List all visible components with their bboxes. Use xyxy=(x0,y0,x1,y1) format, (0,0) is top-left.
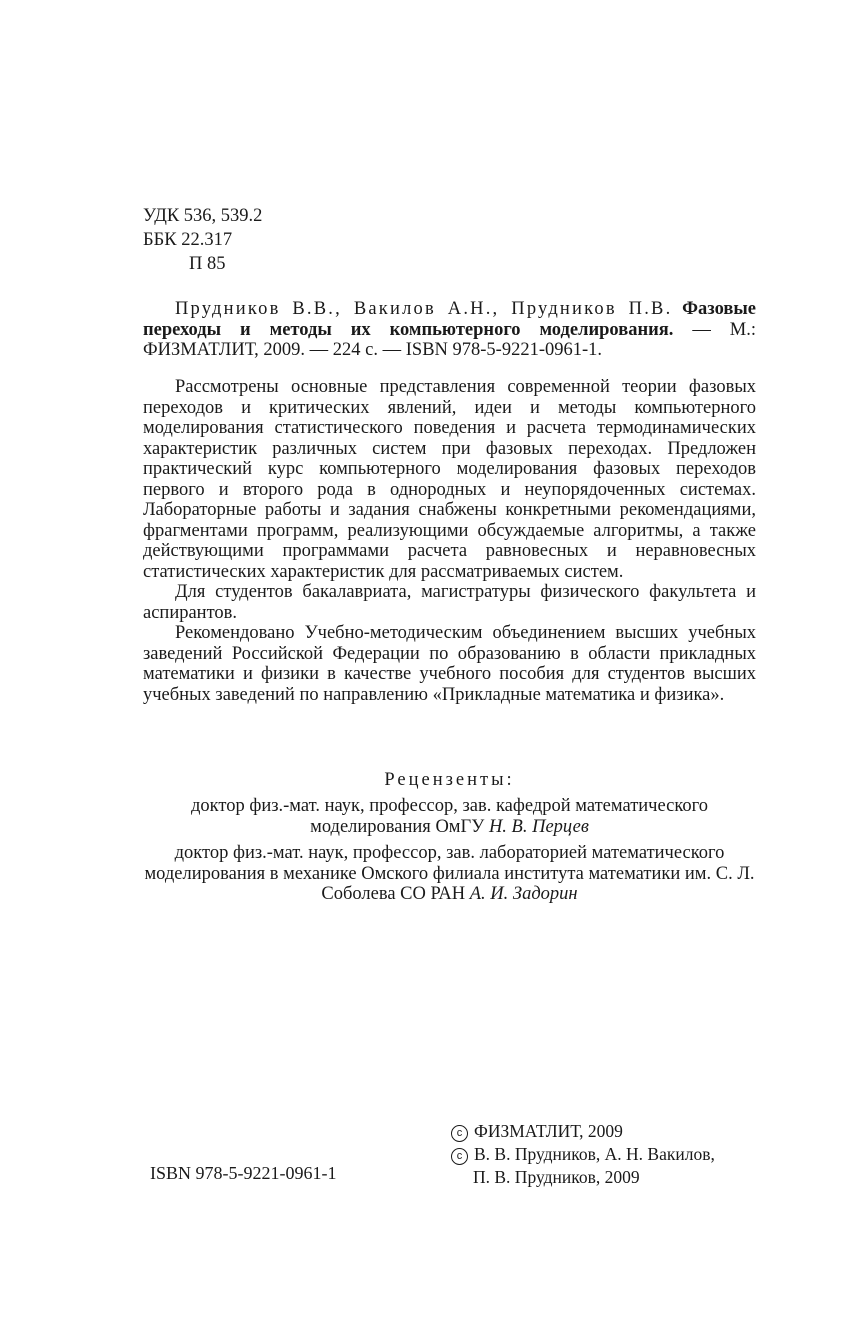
reviewer-2-name: А. И. Задорин xyxy=(469,884,578,904)
copyright-block xyxy=(451,1120,715,1189)
abstract-paragraph-3: Рекомендовано Учебно-методическим объединением высших учебных заведений Российской Федерации по образованию в области прикладных математики и физики в качестве учебного пособия для студентов высших учебных заведений по направлению «Прикладные математика и физика». xyxy=(143,623,756,705)
copyright-authors-line2: П. В. Прудников, 2009 xyxy=(473,1167,640,1187)
bibliographic-description xyxy=(143,299,756,361)
udk-code: УДК 536, 539.2 xyxy=(143,206,263,226)
copyright-authors xyxy=(451,1143,715,1166)
reviewers-heading: Рецензенты: xyxy=(384,770,515,790)
bbk-code: ББК 22.317 xyxy=(143,230,233,250)
copyright-publisher xyxy=(451,1120,715,1143)
copyright-icon: c xyxy=(451,1125,468,1142)
bib-title: Фазовые переходы и методы их компьютерного моделирования. xyxy=(143,299,757,340)
copyright-authors-line1: В. В. Прудников, А. Н. Вакилов, xyxy=(474,1144,715,1164)
classification-codes xyxy=(143,204,262,276)
author-sign: П 85 xyxy=(189,254,226,274)
reviewer-2 xyxy=(143,843,756,905)
annotation xyxy=(143,377,756,705)
reviewer-1-name: Н. В. Перцев xyxy=(488,816,589,837)
reviewer-2-credentials: доктор физ.-мат. наук, профессор, зав. лабораторией математического моделирования в механике Омского филиала института математики им. С. Л. Соболева СО РАН xyxy=(144,843,755,904)
abstract-paragraph-2: Для студентов бакалавриата, магистратуры физического факультета и аспирантов. xyxy=(143,582,756,623)
reviewer-1-credentials: доктор физ.-мат. наук, профессор, зав. кафедрой математического моделирования ОмГУ xyxy=(190,796,709,837)
bib-authors: Прудников В.В., Вакилов А.Н., Прудников П.В. xyxy=(175,299,673,319)
abstract-paragraph-1: Рассмотрены основные представления современной теории фазовых переходов и критических явлений, идеи и методы компьютерного моделирования статистического поведения и расчета термодинамических характеристик различных систем при фазовых переходах. Предложен практический курс компьютерного моделирования фазовых переходов первого и второго рода в однородных и неупорядоченных системах. Лабораторные работы и задания снабжены конкретными рекомендациями, фрагментами программ, реализующими обсуждаемые алгоритмы, а также действующими программами расчета равновесных и неравновесных статистических характеристик для рассматриваемых систем. xyxy=(143,377,756,582)
bib-publication: — М.: ФИЗМАТЛИТ, 2009. — 224 с. — ISBN 978-5-9221-0961-1. xyxy=(143,319,757,360)
isbn-number: ISBN 978-5-9221-0961-1 xyxy=(150,1163,337,1183)
copyright-publisher-text: ФИЗМАТЛИТ, 2009 xyxy=(474,1121,623,1141)
copyright-icon: c xyxy=(451,1148,468,1165)
reviewer-1 xyxy=(143,796,756,837)
